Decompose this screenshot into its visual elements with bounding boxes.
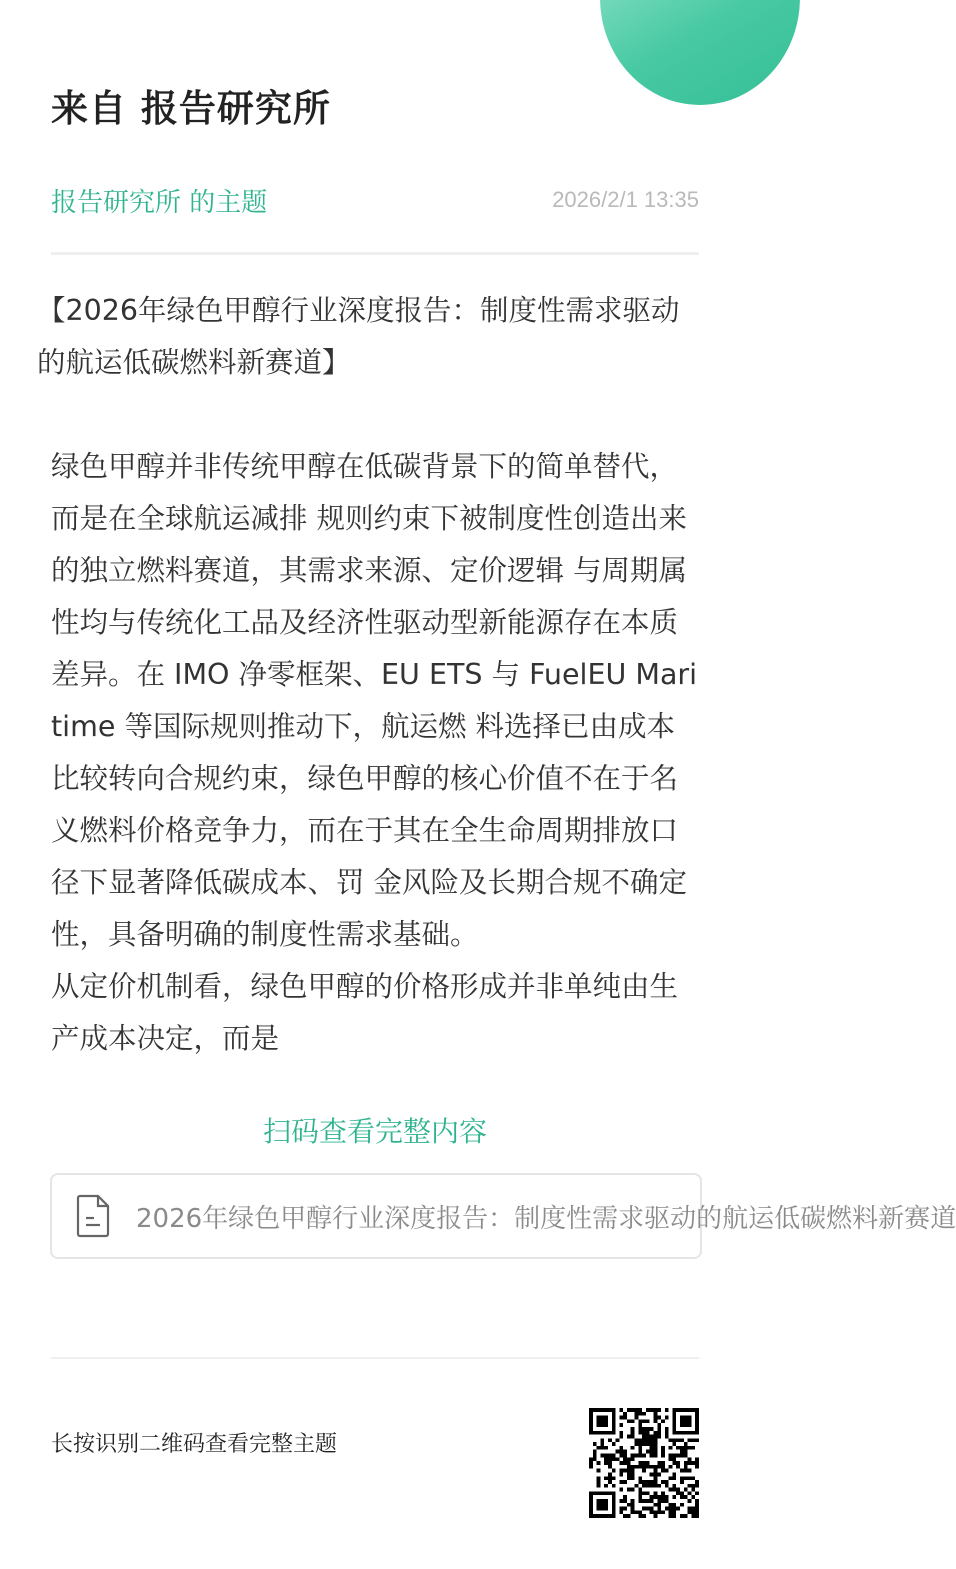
paragraph-spacer	[51, 389, 701, 441]
qr-hint: 长按识别二维码查看完整主题	[51, 1432, 338, 1457]
corner-decoration	[600, 0, 800, 105]
scan-to-view-link[interactable]: 扫码查看完整内容	[262, 1115, 487, 1148]
divider	[51, 252, 699, 255]
topic-link[interactable]: 报告研究所 的主题	[51, 187, 268, 218]
divider	[51, 1357, 699, 1359]
qr-code[interactable]	[589, 1408, 699, 1518]
document-icon	[74, 1194, 114, 1238]
page-title: 来自 报告研究所	[51, 87, 331, 130]
article-body	[37, 285, 701, 1105]
article-paragraph: 绿色甲醇并非传统甲醇在低碳背景下的简单替代，而是在全球航运减排 规则约束下被制度性创造出来的独立燃料赛道，其需求来源、定价逻辑 与周期属性均与传统化工品及经济性驱动型新能源存在本质差异。在 IMO 净零框架、EU ETS 与 FuelEU Maritime 等国际规则推动下，航运燃 料选择已由成本比较转向合规约束，绿色甲醇的核心价值不在于名义燃料价格竞争力，而在于其在全生命周期排放口径下显著降低碳成本、罚 金风险及长期合规不确定性，具备明确的制度性需求基础。	[51, 450, 698, 951]
article-title: 【2026年绿色甲醇行业深度报告：制度性需求驱动的航运低碳燃料新赛道】	[37, 294, 680, 379]
meta-row	[51, 180, 699, 220]
content-fade-overlay	[51, 1285, 701, 1395]
attachment-card[interactable]	[50, 1173, 956, 1259]
timestamp: 2026/2/1 13:35	[552, 187, 699, 212]
attachment-title: 2026年绿色甲醇行业深度报告：制度性需求驱动的航运低碳燃料新赛道	[136, 1203, 956, 1234]
article-paragraph-truncated: 从定价机制看，绿色甲醇的价格形成并非单纯由生产成本决定，而是	[51, 970, 679, 1055]
